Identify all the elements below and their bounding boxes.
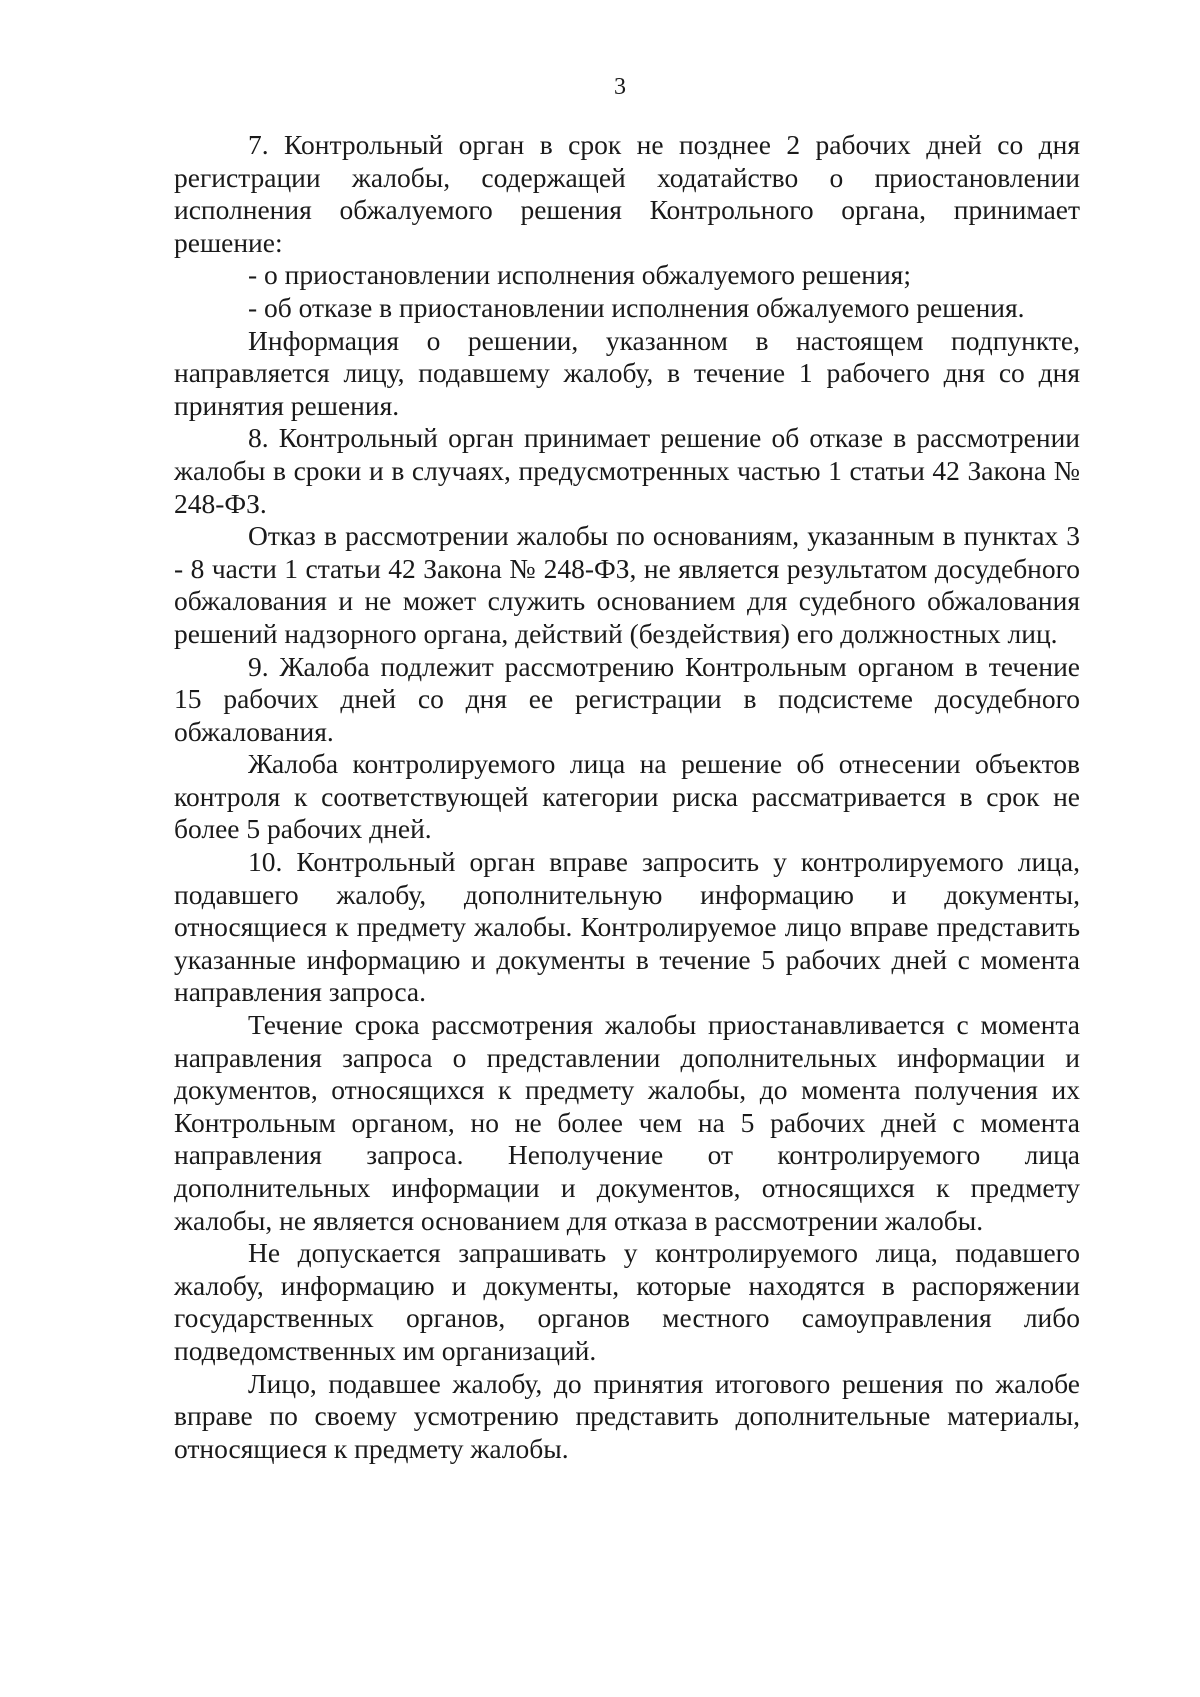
paragraph-7: 7. Контрольный орган в срок не позднее 2 рабочих дней со дня регистрации жалобы, содержащей ходатайство о приостановлении исполнения обжалуемого решения Контрольного органа, принимает решение:: [174, 129, 1080, 258]
page-number: 3: [614, 74, 626, 100]
paragraph-8-refusal: Отказ в рассмотрении жалобы по основаниям, указанным в пунктах 3 - 8 части 1 статьи 42 Закона № 248-ФЗ, не является результатом досудебного обжалования и не может служить основанием для судебного обжалования решений надзорного органа, действий (бездействия) его должностных лиц.: [174, 520, 1080, 649]
paragraph-10: 10. Контрольный орган вправе запросить у контролируемого лица, подавшего жалобу, дополнительную информацию и документы, относящиеся к предмету жалобы. Контролируемое лицо вправе представить указанные информацию и документы в течение 5 рабочих дней с момента направления запроса.: [174, 846, 1080, 1008]
list-item-refuse-suspend: - об отказе в приостановлении исполнения обжалуемого решения.: [248, 291, 1025, 323]
paragraph-10-additional-materials: Лицо, подавшее жалобу, до принятия итогового решения по жалобе вправе по своему усмотрению представить дополнительные материалы, относящиеся к предмету жалобы.: [174, 1367, 1080, 1464]
paragraph-10-prohibition: Не допускается запрашивать у контролируемого лица, подавшего жалобу, информацию и документы, которые находятся в распоряжении государственных органов, органов местного самоуправления либо подведомственных им организаций.: [174, 1237, 1080, 1366]
paragraph-8: 8. Контрольный орган принимает решение об отказе в рассмотрении жалобы в сроки и в случаях, предусмотренных частью 1 статьи 42 Закона № 248-ФЗ.: [174, 422, 1080, 519]
paragraph-9: 9. Жалоба подлежит рассмотрению Контрольным органом в течение 15 рабочих дней со дня ее регистрации в подсистеме досудебного обжалования.: [174, 650, 1080, 747]
paragraph-7-info: Информация о решении, указанном в настоящем подпункте, направляется лицу, подавшему жалобу, в течение 1 рабочего дня со дня принятия решения.: [174, 324, 1080, 421]
paragraph-10-suspension: Течение срока рассмотрения жалобы приостанавливается с момента направления запроса о представлении дополнительных информации и документов, относящихся к предмету жалобы, до момента получения их Контрольным органом, но не более чем на 5 рабочих дней с момента направления запроса. Неполучение от контролируемого лица дополнительных информации и документов, относящихся к предмету жалобы, не является основанием для отказа в рассмотрении жалобы.: [174, 1009, 1080, 1236]
document-body: [174, 129, 1080, 1465]
paragraph-9-risk-category: Жалоба контролируемого лица на решение об отнесении объектов контроля к соответствующей категории риска рассматривается в срок не более 5 рабочих дней.: [174, 748, 1080, 845]
list-item-suspend: - о приостановлении исполнения обжалуемого решения;: [248, 259, 911, 291]
